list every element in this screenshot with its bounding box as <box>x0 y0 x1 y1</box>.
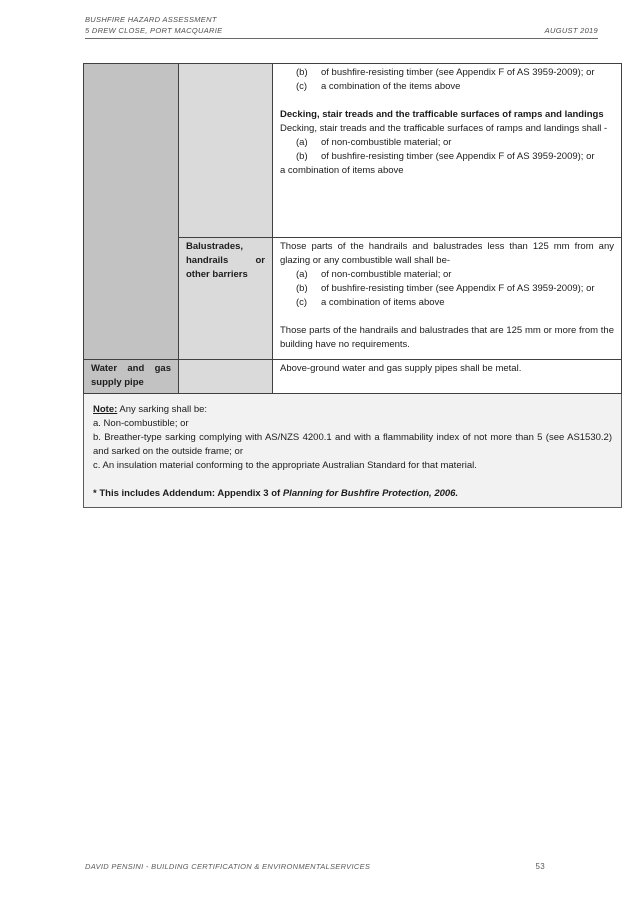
blank-line <box>280 94 614 108</box>
list-marker: (b) <box>296 67 308 78</box>
page-number: 53 <box>535 862 545 871</box>
header-title-line1: BUSHFIRE HAZARD ASSESSMENT <box>85 15 217 24</box>
decking-heading: Decking, stair treads and the trafficable surfaces of ramps and landings <box>280 109 604 120</box>
note-item-c: c. An insulation material conforming to the appropriate Australian Standard for that material. <box>93 460 477 471</box>
note-item-a: a. Non-combustible; or <box>93 418 189 429</box>
addendum-prefix: * This includes Addendum: Appendix 3 of <box>93 488 283 499</box>
balustrades-paragraph1: Those parts of the handrails and balustrades less than 125 mm from any glazing or any combustible wall shall be- <box>280 241 614 266</box>
list-item-text: a combination of the items above <box>321 81 461 92</box>
page-footer <box>85 862 545 871</box>
balustrades-paragraph2: Those parts of the handrails and balustrades that are 125 mm or more from the building have no requirements. <box>280 325 614 350</box>
blank-line <box>93 473 612 487</box>
list-marker: (b) <box>296 283 308 294</box>
list-item-text: of bushfire-resisting timber (see Appendix F of AS 3959-2009); or <box>321 151 595 162</box>
list-item-text: of bushfire-resisting timber (see Appendix F of AS 3959-2009); or <box>321 67 595 78</box>
addendum-line <box>93 487 612 501</box>
list-item <box>280 296 614 310</box>
header-title-block <box>85 14 222 36</box>
cell-decking-requirements <box>273 64 622 238</box>
list-item <box>280 80 614 94</box>
footer-author: DAVID PENSINI - BUILDING CERTIFICATION & ENVIRONMENTALSERVICES <box>85 862 371 871</box>
list-marker: (a) <box>296 137 308 148</box>
list-marker: (b) <box>296 151 308 162</box>
addendum-title: Planning for Bushfire Protection, 2006. <box>282 488 459 499</box>
cell-water-gas-requirement: Above-ground water and gas supply pipes shall be metal. <box>273 360 622 394</box>
header-date: AUGUST 2019 <box>544 26 598 35</box>
list-marker: (a) <box>296 269 308 280</box>
cell-balustrades-label: Balustrades, handrails or other barriers <box>179 238 273 360</box>
list-item-text: of bushfire-resisting timber (see Appendix F of AS 3959-2009); or <box>321 283 595 294</box>
list-item-text: a combination of items above <box>321 297 445 308</box>
cell-subelement-continued-blank <box>179 64 273 238</box>
header-title-line2: 5 DREW CLOSE, PORT MACQUARIE <box>85 26 223 35</box>
list-marker: (c) <box>296 81 308 92</box>
list-item <box>280 268 614 282</box>
table-row <box>84 360 622 394</box>
page-header <box>85 14 598 39</box>
list-item-text: of non-combustible material; or <box>321 137 452 148</box>
note-box <box>84 394 622 508</box>
note-item-b: b. Breather-type sarking complying with AS/NZS 4200.1 and with a flammability index of not more than 5 (see AS1530.2) and sarked on the outside frame; or <box>93 432 612 457</box>
note-intro-text: Any sarking shall be: <box>117 404 208 415</box>
cell-subelement-blank <box>179 360 273 394</box>
table-row <box>84 64 622 238</box>
construction-requirements-table <box>83 63 622 508</box>
note-intro-line <box>93 403 612 417</box>
list-item <box>280 282 614 296</box>
list-item-text: of non-combustible material; or <box>321 269 452 280</box>
cell-water-gas-label: Water and gas supply pipe <box>84 360 179 394</box>
list-item <box>280 66 614 80</box>
decking-paragraph: Decking, stair treads and the trafficable surfaces of ramps and landings shall - <box>280 123 608 134</box>
list-item <box>280 150 614 164</box>
cell-element-continued-blank <box>84 64 179 360</box>
blank-line <box>280 310 614 324</box>
closing-line: a combination of items above <box>280 165 404 176</box>
list-marker: (c) <box>296 297 308 308</box>
list-item <box>280 136 614 150</box>
note-label: Note: <box>93 404 118 415</box>
table-row <box>84 394 622 508</box>
cell-balustrades-requirements <box>273 238 622 360</box>
